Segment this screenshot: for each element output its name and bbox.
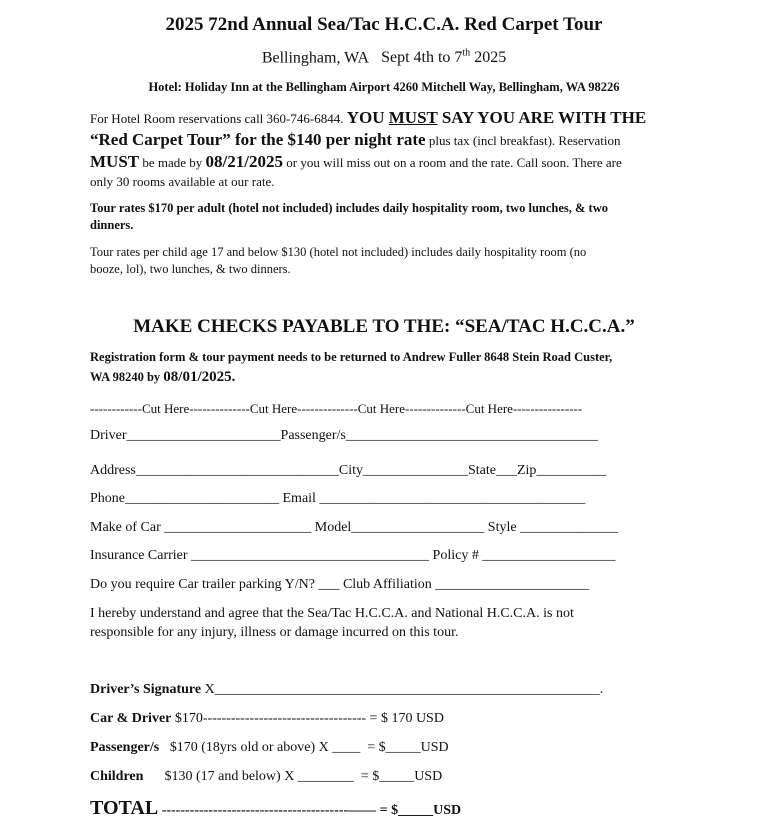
event-location: Bellingham, WA — [261, 49, 370, 67]
must-emphasis: MUST — [388, 108, 438, 127]
reservation-line-1: For Hotel Room reservations call 360-746-6844. YOU MUST SAY YOU ARE WITH THE — [90, 108, 647, 127]
hotel-info: Hotel: Holiday Inn at the Bellingham Airport 4260 Mitchell Way, Bellingham, WA 98226 — [148, 80, 620, 94]
child-rate-line-2: booze, lol), two lunches, & two dinners. — [90, 262, 291, 276]
car-driver-fee: Car & Driver $170----------------------------------- = $ 170 USD — [90, 711, 444, 726]
children-fee-field[interactable]: Children $130 (17 and below) X ________ = $_____USD — [90, 769, 443, 784]
event-dates: Sept 4th to 7th 2025 — [381, 48, 507, 67]
total-field[interactable]: TOTAL ----------------------------------------—— = $_____USD — [90, 797, 462, 819]
waiver-line-1: I hereby understand and agree that the Sea/Tac H.C.C.A. and National H.C.C.A. is not — [90, 606, 574, 621]
room-rate: “Red Carpet Tour” for the $140 per night rate — [90, 130, 426, 149]
phone-email-field[interactable]: Phone______________________ Email ______________________________________ — [90, 491, 586, 506]
cut-line: ------------Cut Here--------------Cut Here--------------Cut Here--------------Cut Here---------------- — [90, 401, 583, 416]
event-location-dates — [0, 48, 768, 67]
waiver-line-2: responsible for any injury, illness or damage incurred on this tour. — [90, 625, 459, 640]
signature-field[interactable]: Driver’s Signature X_______________________________________________________. — [90, 682, 604, 697]
driver-passenger-field[interactable]: Driver______________________Passenger/s____________________________________ — [90, 428, 598, 443]
return-instructions-line-1: Registration form & tour payment needs to be returned to Andrew Fuller 8648 Stein Road Custer, — [90, 350, 613, 364]
adult-rate-line-2: dinners. — [90, 218, 134, 232]
return-deadline: 08/01/2025. — [163, 369, 236, 385]
total-label: TOTAL — [90, 797, 159, 819]
reservation-line-3: MUST be made by 08/21/2025 or you will miss out on a room and the rate. Call soon. There are — [90, 152, 622, 171]
page-title: 2025 72nd Annual Sea/Tac H.C.C.A. Red Carpet Tour — [165, 14, 603, 35]
trailer-club-field[interactable]: Do you require Car trailer parking Y/N? ___ Club Affiliation ______________________ — [90, 577, 590, 592]
address-field[interactable]: Address_____________________________City_______________State___Zip__________ — [90, 463, 607, 478]
reservation-line-4: only 30 rooms available at our rate. — [90, 174, 275, 189]
adult-rate-line-1: Tour rates $170 per adult (hotel not included) includes daily hospitality room, two lunches, & two — [90, 201, 608, 215]
passenger-fee-field[interactable]: Passenger/s $170 (18yrs old or above) X ____ = $_____USD — [90, 740, 449, 755]
return-instructions-line-2: WA 98240 by 08/01/2025. — [90, 369, 236, 385]
signature-label: Driver’s Signature — [90, 682, 202, 697]
car-details-field[interactable]: Make of Car _____________________ Model___________________ Style ______________ — [90, 520, 619, 535]
insurance-field[interactable]: Insurance Carrier __________________________________ Policy # ___________________ — [90, 548, 616, 563]
reservation-deadline: 08/21/2025 — [205, 152, 283, 171]
child-rate-line-1: Tour rates per child age 17 and below $130 (hotel not included) includes daily hospitality room (no — [90, 245, 587, 259]
payable-heading: MAKE CHECKS PAYABLE TO THE: “SEA/TAC H.C.C.A.” — [133, 316, 635, 337]
reservation-line-2: “Red Carpet Tour” for the $140 per night rate plus tax (incl breakfast). Reservation — [90, 130, 621, 149]
